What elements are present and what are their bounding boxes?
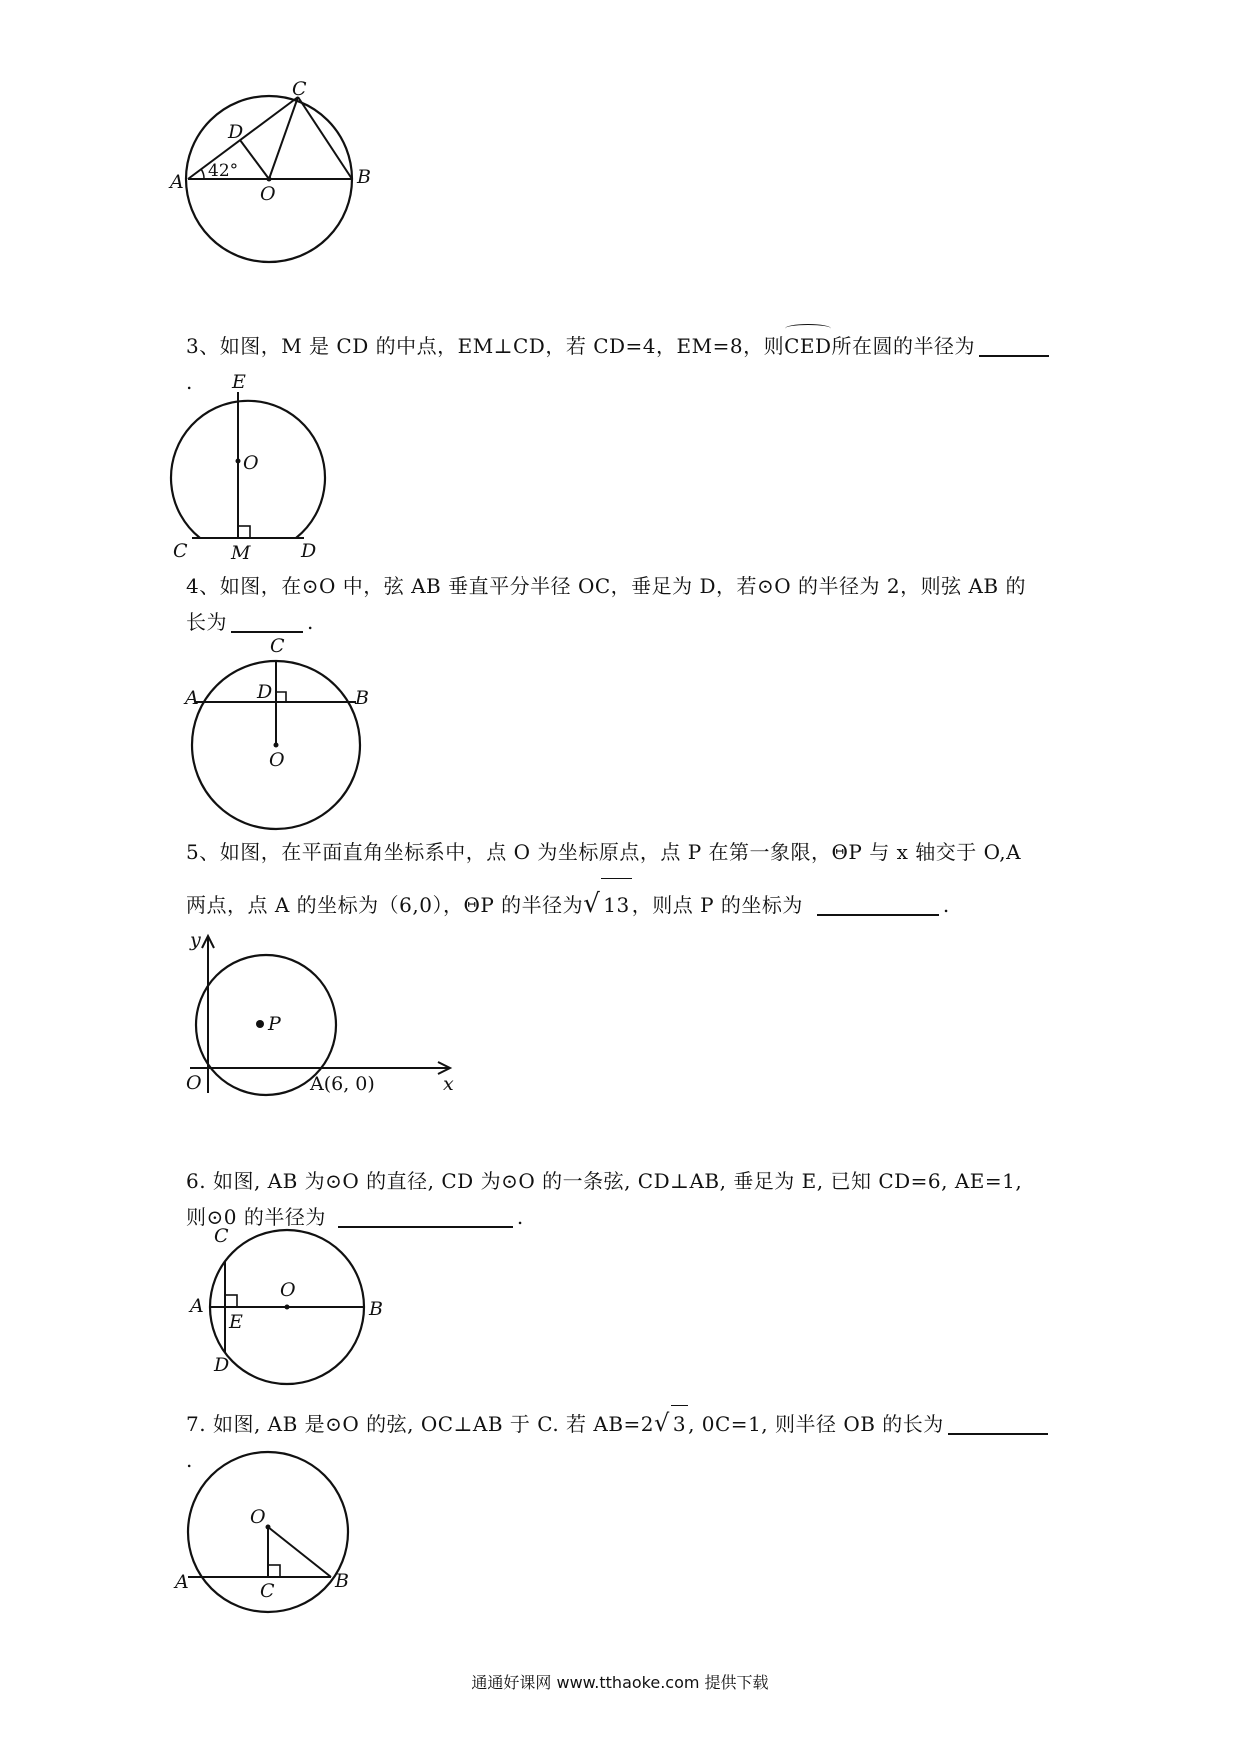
figure-arc-ced: [173, 371, 380, 564]
fig5-label-o: O: [186, 1072, 202, 1094]
q4-end: .: [307, 610, 314, 634]
page-footer: 通通好课网 www.tthaoke.com 提供下载: [471, 1673, 769, 1692]
q4-line1: 4、如图，在⊙O 中，弦 AB 垂直平分半径 OC，垂足为 D，若⊙O 的半径为 2，则弦 AB 的: [186, 574, 1026, 598]
fig1-label-d: D: [228, 121, 244, 143]
q6-line1: 6. 如图, AB 为⊙O 的直径, CD 为⊙O 的一条弦, CD⊥AB, 垂足为 E, 已知 CD=6, AE=1,: [186, 1169, 1023, 1193]
q7-suffix: , 0C=1, 则半径 OB 的长为: [688, 1412, 944, 1436]
fig1-label-o: O: [260, 183, 276, 205]
q7-prefix: 7. 如图, AB 是⊙O 的弦, OC⊥AB 于 C. 若 AB=2: [186, 1412, 655, 1436]
question-4: [186, 568, 1056, 640]
fig5-label-p: P: [268, 1013, 281, 1035]
fig6-label-d: D: [214, 1354, 230, 1376]
fig1-label-c: C: [292, 78, 307, 100]
q3-arc-ced: CED: [784, 328, 831, 364]
q3-suffix: 所在圆的半径为: [831, 334, 976, 358]
fig4-label-b: B: [355, 687, 369, 709]
q7-sqrt-radical: √: [654, 1409, 670, 1437]
q4-answer-blank[interactable]: [231, 609, 303, 633]
fig4-label-d: D: [257, 681, 273, 703]
fig7-label-b: B: [335, 1570, 349, 1592]
fig3-label-m: M: [231, 542, 251, 564]
q5-end: .: [942, 893, 950, 917]
q6-line2: 则⊙0 的半径为: [186, 1205, 326, 1229]
question-5: [186, 826, 1056, 931]
q5-sqrt-radical: √: [583, 889, 601, 919]
figure-chord-radius: [175, 1450, 380, 1620]
fig3-label-c: C: [173, 540, 188, 562]
q5-sqrt-value: 13: [601, 878, 631, 931]
fig3-label-e: E: [232, 371, 246, 393]
q5-answer-blank[interactable]: [817, 892, 939, 916]
figure-chord-perpendicular: [180, 632, 390, 822]
fig1-label-a: A: [170, 171, 184, 193]
fig3-label-o: O: [243, 452, 259, 474]
q3-end: .: [186, 370, 193, 394]
figure-diameter-chord: [180, 1224, 400, 1394]
figure-coordinate-circle: [180, 928, 470, 1118]
fig6-label-b: B: [369, 1298, 383, 1320]
fig7-label-c: C: [260, 1580, 275, 1602]
q5-line2b: ，则点 P 的坐标为: [631, 893, 803, 917]
q4-line2: 长为: [186, 610, 227, 634]
fig5-label-a: A(6, 0): [310, 1073, 375, 1095]
q6-end: .: [516, 1205, 524, 1229]
q7-sqrt-value: 3: [671, 1405, 688, 1442]
q5-line2a: 两点，点 A 的坐标为（6,0），ΘP 的半径为: [186, 893, 584, 917]
fig6-label-a: A: [190, 1295, 204, 1317]
q3-answer-blank[interactable]: [979, 333, 1049, 357]
fig4-label-o: O: [269, 749, 285, 771]
fig6-label-c: C: [214, 1225, 229, 1247]
fig3-label-d: D: [301, 540, 317, 562]
figure-circle-42-degrees: [170, 78, 420, 300]
fig6-label-o: O: [280, 1279, 296, 1301]
q3-prefix: 3、如图，M 是 CD 的中点，EM⊥CD，若 CD=4，EM=8，则: [186, 334, 785, 358]
fig7-label-o: O: [250, 1506, 266, 1528]
q5-line1: 5、如图，在平面直角坐标系中，点 O 为坐标原点，点 P 在第一象限，ΘP 与 x 轴交于 O,A: [186, 840, 1022, 864]
fig1-label-angle: 42°: [208, 161, 239, 181]
fig5-label-x: x: [443, 1073, 454, 1095]
fig4-label-a: A: [185, 687, 199, 709]
q7-end: .: [186, 1448, 193, 1472]
fig5-label-y: y: [190, 929, 201, 951]
fig4-label-c: C: [270, 635, 285, 657]
fig7-label-a: A: [175, 1571, 189, 1593]
fig1-label-b: B: [357, 166, 371, 188]
q7-answer-blank[interactable]: [948, 1411, 1048, 1435]
fig6-label-e: E: [229, 1311, 243, 1333]
